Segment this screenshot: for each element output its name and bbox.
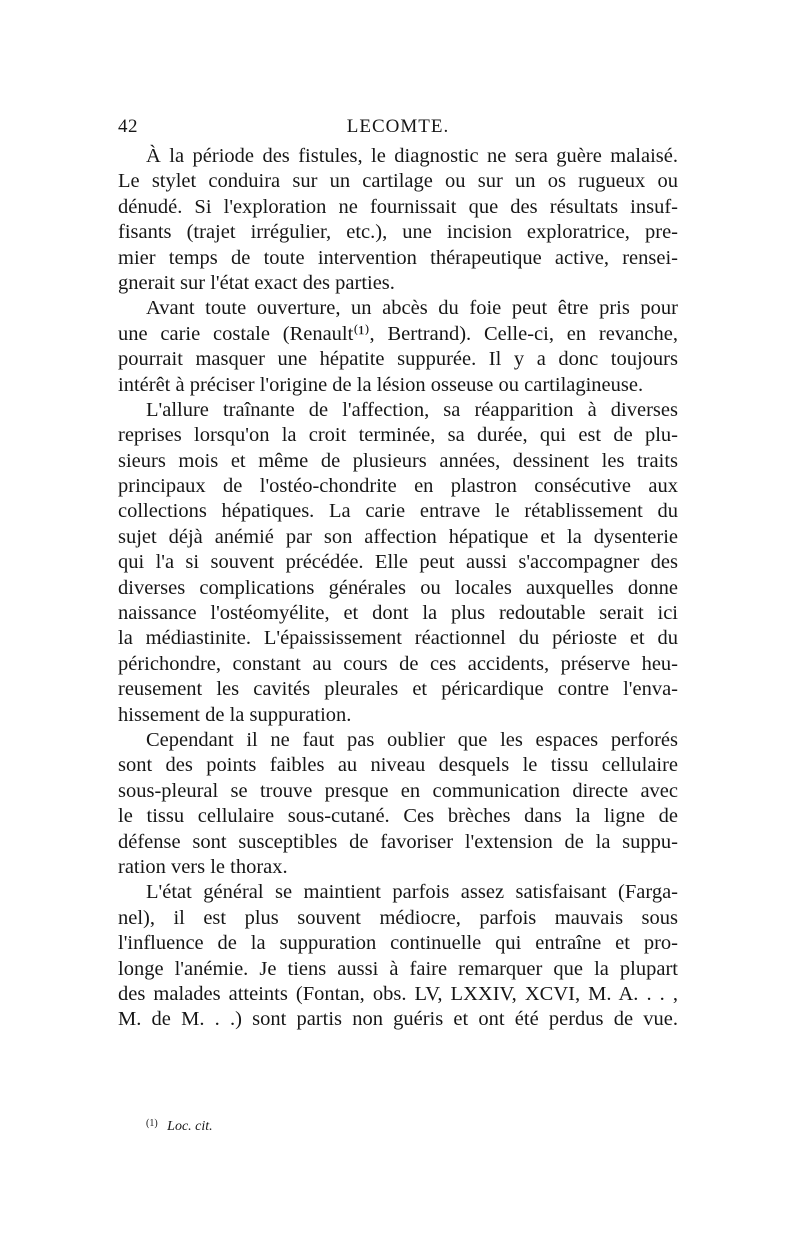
running-head: LECOMTE. [346,116,450,137]
text-line: sieurs mois et même de plusieurs années, dessinent les traits [118,449,678,472]
text-line: hissement de la suppuration. [118,703,352,726]
text-line: périchondre, constant au cours de ces accidents, préserve heu- [118,652,678,675]
text-line: principaux de l'ostéo-chondrite en plastron consécutive aux [118,475,678,498]
text-line: défense sont susceptibles de favoriser l'extension de la suppu- [118,830,678,853]
text-line: collections hépatiques. La carie entrave le rétablissement du [118,500,678,523]
text-line: M. de M. . .) sont partis non guéris et ont été perdus de vue. [118,1008,678,1031]
text-line: dénudé. Si l'exploration ne fournissait que des résultats insuf- [118,195,678,218]
text-line: L'état général se maintient parfois assez satisfaisant (Farga- [146,881,678,904]
text-line: diverses complications générales ou locales auxquelles donne [118,576,678,599]
text-line: une carie costale (Renault⁽¹⁾, Bertrand). Celle-ci, en revanche, [118,322,678,345]
text-line: L'allure traînante de l'affection, sa réapparition à diverses [146,398,678,421]
text-line: naissance l'ostéomyélite, et dont la plus redoutable serait ici [118,602,678,625]
page-number: 42 [118,116,138,137]
footnote [146,1118,213,1135]
page-header [118,116,678,142]
text-line: Cependant il ne faut pas oublier que les espaces perforés [146,728,678,751]
text-line: mier temps de toute intervention thérapeutique active, rensei- [118,246,678,269]
text-line: reprises lorsqu'on la croit terminée, sa durée, qui est de plu- [118,424,678,447]
text-line: la médiastinite. L'épaississement réactionnel du périoste et du [118,627,678,650]
text-line: Avant toute ouverture, un abcès du foie peut être pris pour [146,297,678,320]
text-line: fisants (trajet irrégulier, etc.), une incision exploratrice, pre- [118,221,678,244]
text-line: longe l'anémie. Je tiens aussi à faire remarquer que la plupart [118,957,678,980]
text-line: des malades atteints (Fontan, obs. LV, LXXIV, XCVI, M. A. . . , [118,982,678,1005]
text-line: intérêt à préciser l'origine de la lésion osseuse ou cartilagineuse. [118,373,644,396]
footnote-mark: (1) [146,1118,158,1129]
text-line: sujet déjà anémié par son affection hépatique et la dysenterie [118,525,678,548]
text-line: le tissu cellulaire sous-cutané. Ces brèches dans la ligne de [118,805,678,828]
text-line: Le stylet conduira sur un cartilage ou sur un os rugueux ou [118,170,678,193]
footnote-citation: Loc. cit. [167,1119,213,1134]
text-line: sous-pleural se trouve presque en communication directe avec [118,779,678,802]
text-line: pourrait masquer une hépatite suppurée. Il y a donc toujours [118,348,678,371]
text-line: l'influence de la suppuration continuelle qui entraîne et pro- [118,932,678,955]
text-line: qui l'a si souvent précédée. Elle peut aussi s'accompagner des [118,551,678,574]
text-line: gnerait sur l'état exact des parties. [118,271,395,294]
text-line: nel), il est plus souvent médiocre, parfois mauvais sous [118,906,678,929]
text-line: sont des points faibles au niveau desquels le tissu cellulaire [118,754,678,777]
body-text [118,144,678,1033]
text-line: À la période des fistules, le diagnostic ne sera guère malaisé. [146,145,678,167]
text-line: reusement les cavités pleurales et péricardique contre l'enva- [118,678,678,701]
text-line: ration vers le thorax. [118,855,288,878]
